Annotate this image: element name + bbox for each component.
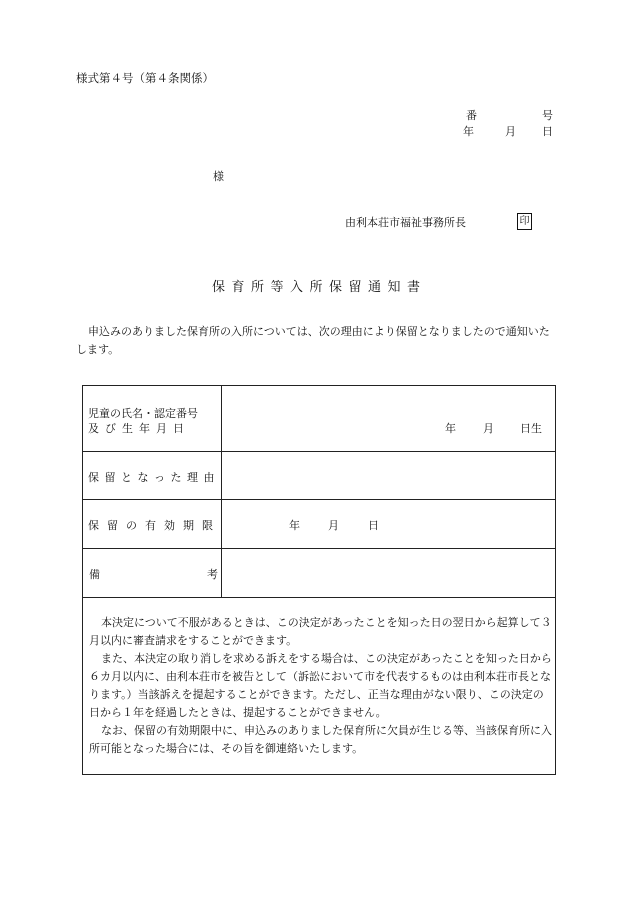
table-row-validity [83, 500, 555, 549]
issue-date-year: 年 [463, 125, 474, 138]
issue-date-day: 日 [542, 125, 553, 138]
table-row-child [83, 386, 555, 452]
note-lawsuit: また、本決定の取り消しを求める訴えをする場合は、この決定があったことを知った日から６カ月以内に、由利本荘市を被告として（訴訟において市を代表するものは由利本荘市長となります。）当該訴えを提起することができます。ただし、正当な理由がない限り、この決定の日から１年を経過したときは、提起することができません。 [89, 652, 552, 719]
remarks-label-left: 備 [89, 568, 100, 581]
birth-year-label: 年 [445, 422, 456, 435]
note-vacancy: なお、保留の有効期限中に、申込みのありました保育所に欠員が生じる等、当該保育所に入所可能となった場合には、その旨を御連絡いたします。 [89, 724, 552, 755]
note-appeal: 本決定について不服があるときは、この決定があったことを知った日の翌日から起算して３月以内に審査請求をすることができます。 [89, 616, 552, 647]
document-number-suffix: 号 [542, 109, 553, 122]
validity-label: 保留の有効期限 [88, 519, 221, 532]
document-title: 保育所等入所保留通知書 [212, 280, 427, 295]
birth-month-label: 月 [483, 422, 494, 435]
validity-day-label: 日 [368, 519, 379, 532]
intro-paragraph: 申込みのありました保育所の入所については、次の理由により保留となりましたので通知いたします。 [76, 325, 550, 356]
issuer-name: 由利本荘市福祉事務所長 [345, 216, 466, 229]
remarks-label-right: 考 [207, 568, 218, 581]
notes-section [89, 614, 553, 758]
notice-table [82, 385, 556, 775]
addressee-suffix: 様 [213, 170, 224, 183]
reason-label: 保留となった理由 [88, 471, 220, 484]
child-name-label: 児童の氏名・認定番号 [88, 407, 198, 420]
seal-box: 印 [517, 213, 532, 230]
validity-month-label: 月 [328, 519, 339, 532]
validity-year-label: 年 [289, 519, 300, 532]
birthdate-label: 及び生年月日 [88, 422, 190, 435]
birth-day-label: 日生 [520, 422, 542, 435]
document-number-label: 番 [466, 109, 477, 122]
issue-date-month: 月 [505, 125, 516, 138]
intro-text [76, 323, 556, 359]
table-row-reason [83, 452, 555, 500]
form-number: 様式第４号（第４条関係） [76, 71, 214, 85]
table-row-remarks [83, 549, 555, 598]
